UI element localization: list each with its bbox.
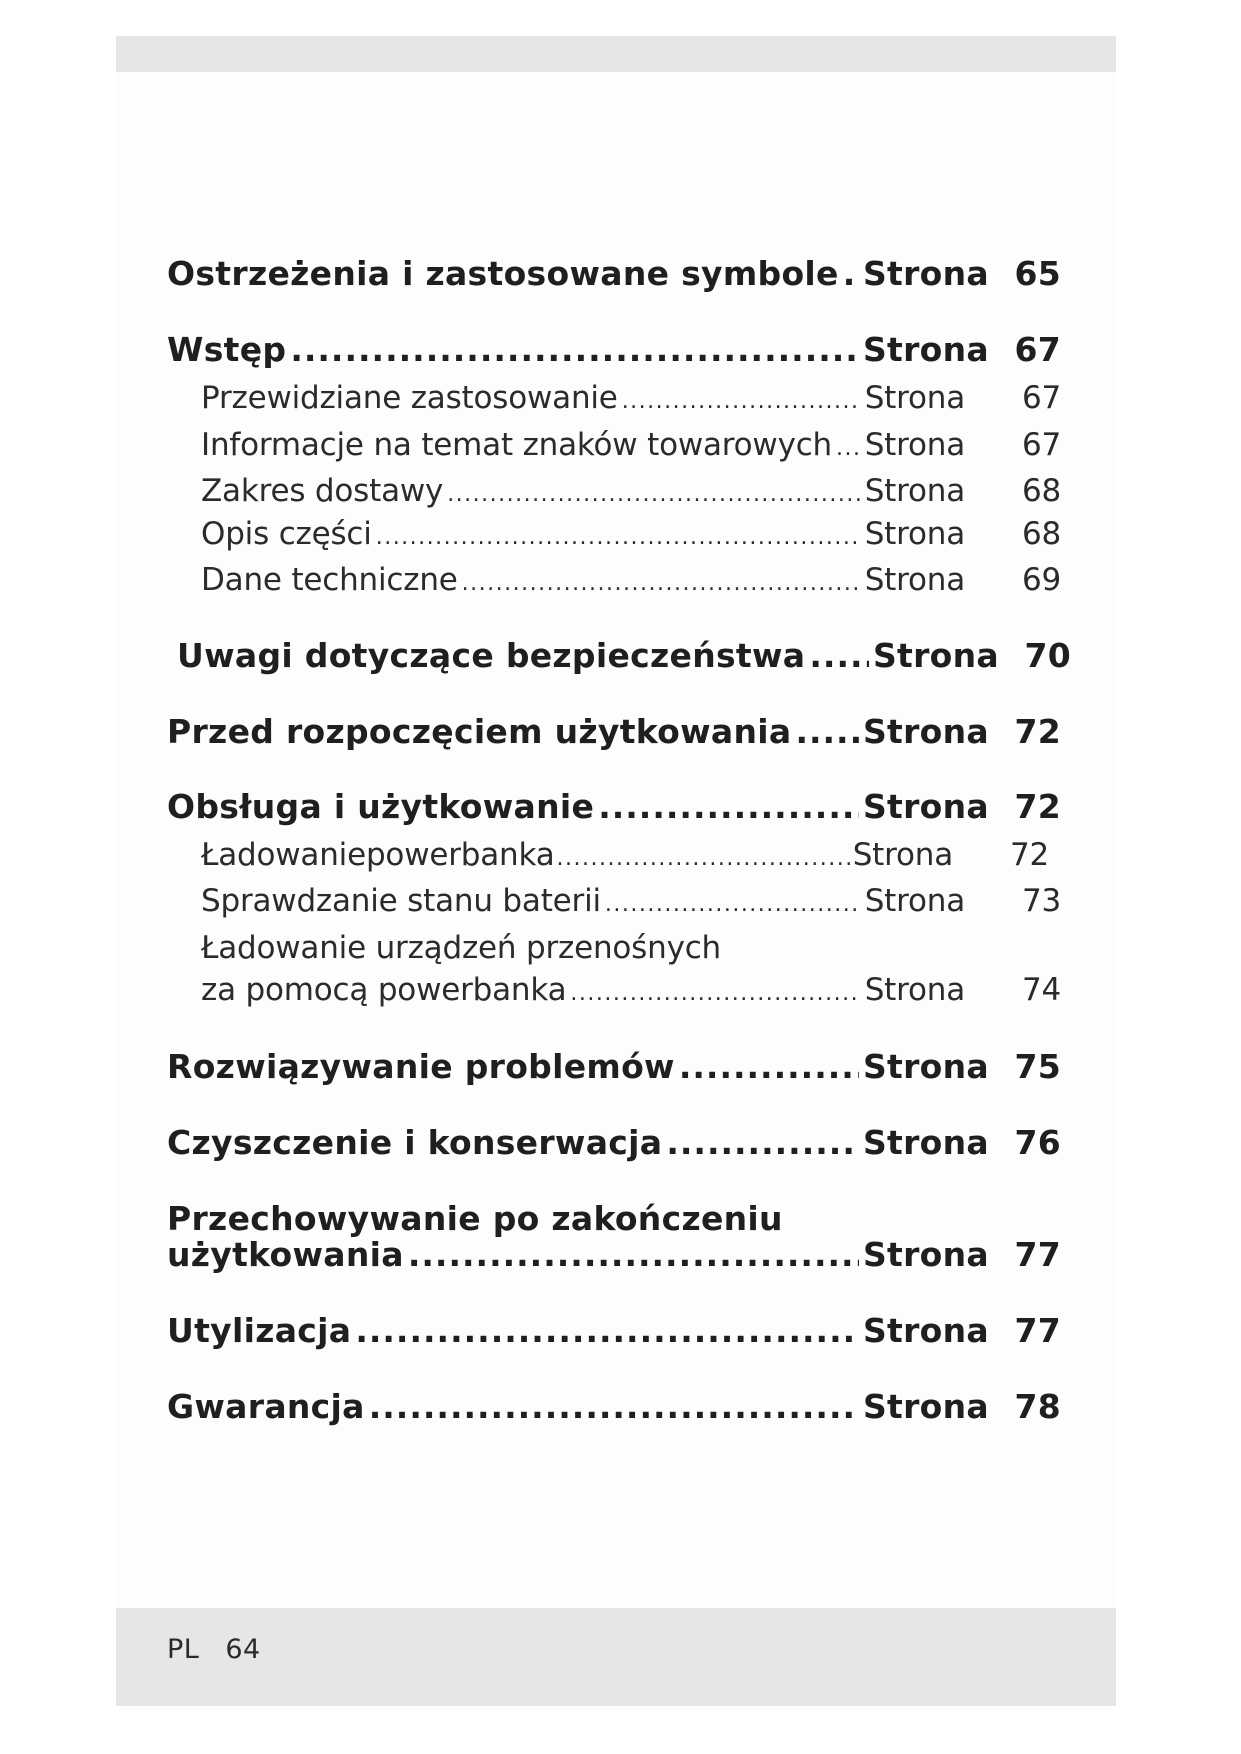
toc-entry-title: Przewidziane zastosowanie <box>201 380 618 416</box>
footer <box>167 1634 261 1665</box>
toc-subentry-technical-data <box>201 562 1061 598</box>
toc-entry-page: 77 <box>1014 1235 1061 1274</box>
toc-subentry-intended-use <box>201 380 1061 416</box>
toc-leader-dots <box>290 330 859 369</box>
toc-entry-page: 78 <box>1014 1387 1061 1426</box>
toc-leader-dots <box>408 1235 859 1274</box>
toc-entry-strona: Strona <box>862 1123 989 1162</box>
footer-language: PL <box>167 1634 200 1665</box>
toc-leader-dots <box>605 892 861 917</box>
toc-entry-title: Ładowaniepowerbanka <box>201 837 555 873</box>
toc-entry-title: za pomocą powerbanka <box>201 972 567 1008</box>
toc-entry-title: Uwagi dotyczące bezpieczeństwa <box>177 636 806 675</box>
toc-entry-page: 77 <box>1014 1311 1061 1350</box>
toc-entry-title: Czyszczenie i konserwacja <box>167 1123 663 1162</box>
toc-entry-strona: Strona <box>862 1235 989 1274</box>
toc-entry-strona: Strona <box>864 972 965 1008</box>
toc-entry-strona: Strona <box>862 1387 989 1426</box>
toc-entry-title: Opis części <box>201 516 372 552</box>
toc-entry-page: 75 <box>1014 1047 1061 1086</box>
toc-entry-warranty <box>167 1387 1061 1426</box>
toc-subentry-trademarks <box>201 427 1061 463</box>
toc-entry-title: Przed rozpoczęciem użytkowania <box>167 712 792 751</box>
toc-entry-title: Ostrzeżenia i zastosowane symbole <box>167 254 839 293</box>
toc-entry-title: Dane techniczne <box>201 562 458 598</box>
toc-entry-title: Informacje na temat znaków towarowych <box>201 427 833 463</box>
toc-entry-troubleshooting <box>167 1047 1061 1086</box>
toc-entry-strona: Strona <box>864 883 965 919</box>
toc-entry-page: 65 <box>1014 254 1061 293</box>
toc-entry-title: Utylizacja <box>167 1311 352 1350</box>
toc-entry-strona: Strona <box>864 380 965 416</box>
toc-entry-page: 74 <box>1021 972 1061 1008</box>
toc-leader-dots <box>447 482 861 507</box>
toc-entry-strona: Strona <box>864 427 965 463</box>
toc-entry-cleaning <box>167 1123 1061 1162</box>
toc-entry-strona: Strona <box>872 636 999 675</box>
toc-entry-strona: Strona <box>862 330 989 369</box>
toc-leader-dots <box>795 712 859 751</box>
toc-leader-dots <box>355 1311 859 1350</box>
toc-leader-dots <box>809 636 869 675</box>
toc-entry-page: 67 <box>1021 427 1061 463</box>
toc-entry-operation <box>167 787 1061 826</box>
toc-leader-dots <box>462 571 861 596</box>
toc-entry-strona: Strona <box>862 712 989 751</box>
toc-subentry-scope-of-delivery <box>201 473 1061 509</box>
toc-subentry-charging-powerbank <box>201 837 1049 873</box>
toc-subentry-title-line1: Ładowanie urządzeń przenośnych <box>201 930 722 966</box>
toc-leader-dots <box>570 981 860 1006</box>
toc-leader-dots <box>557 846 853 871</box>
toc-entry-page: 68 <box>1021 473 1061 509</box>
toc-entry-strona: Strona <box>852 837 953 873</box>
toc-leader-dots <box>843 254 859 293</box>
toc-entry-title: Rozwiązywanie problemów <box>167 1047 675 1086</box>
footer-page-number: 64 <box>225 1634 261 1665</box>
toc-entry-title-line1: Przechowywanie po zakończeniu <box>167 1199 783 1238</box>
toc-entry-page: 70 <box>1024 636 1071 675</box>
toc-subentry-battery-check <box>201 883 1061 919</box>
toc-entry-title: użytkowania <box>167 1235 404 1274</box>
toc-entry-introduction <box>167 330 1061 369</box>
toc-leader-dots <box>376 525 861 550</box>
toc-subentry-parts-description <box>201 516 1061 552</box>
toc-entry-strona: Strona <box>862 254 989 293</box>
toc-entry-safety-notes <box>177 636 1071 675</box>
toc-entry-warnings <box>167 254 1061 293</box>
toc-entry-storage <box>167 1235 1061 1274</box>
toc-entry-before-use <box>167 712 1061 751</box>
toc-entry-page: 72 <box>1009 837 1049 873</box>
toc-entry-title: Wstęp <box>167 330 287 369</box>
toc-entry-title: Obsługa i użytkowanie <box>167 787 595 826</box>
toc-entry-title: Sprawdzanie stanu baterii <box>201 883 601 919</box>
top-band <box>116 36 1116 72</box>
toc-leader-dots <box>679 1047 859 1086</box>
toc-entry-title: Zakres dostawy <box>201 473 444 509</box>
toc-entry-strona: Strona <box>864 516 965 552</box>
toc-entry-page: 72 <box>1014 712 1061 751</box>
toc-entry-strona: Strona <box>862 1047 989 1086</box>
toc-entry-page: 73 <box>1021 883 1061 919</box>
toc-entry-page: 69 <box>1021 562 1061 598</box>
toc-entry-page: 72 <box>1014 787 1061 826</box>
toc-entry-page: 67 <box>1021 380 1061 416</box>
toc-entry-strona: Strona <box>864 473 965 509</box>
toc-leader-dots <box>598 787 859 826</box>
toc-entry-title: Gwarancja <box>167 1387 365 1426</box>
toc-entry-strona: Strona <box>862 1311 989 1350</box>
toc-entry-strona: Strona <box>864 562 965 598</box>
toc-entry-page: 67 <box>1014 330 1061 369</box>
footer-band <box>116 1608 1116 1706</box>
toc-entry-page: 68 <box>1021 516 1061 552</box>
toc-leader-dots <box>622 389 861 414</box>
toc-entry-page: 76 <box>1014 1123 1061 1162</box>
toc-entry-strona: Strona <box>862 787 989 826</box>
toc-leader-dots <box>666 1123 859 1162</box>
toc-entry-disposal <box>167 1311 1061 1350</box>
toc-leader-dots <box>836 436 861 461</box>
toc-leader-dots <box>369 1387 859 1426</box>
toc-subentry-charging-devices <box>201 972 1061 1008</box>
